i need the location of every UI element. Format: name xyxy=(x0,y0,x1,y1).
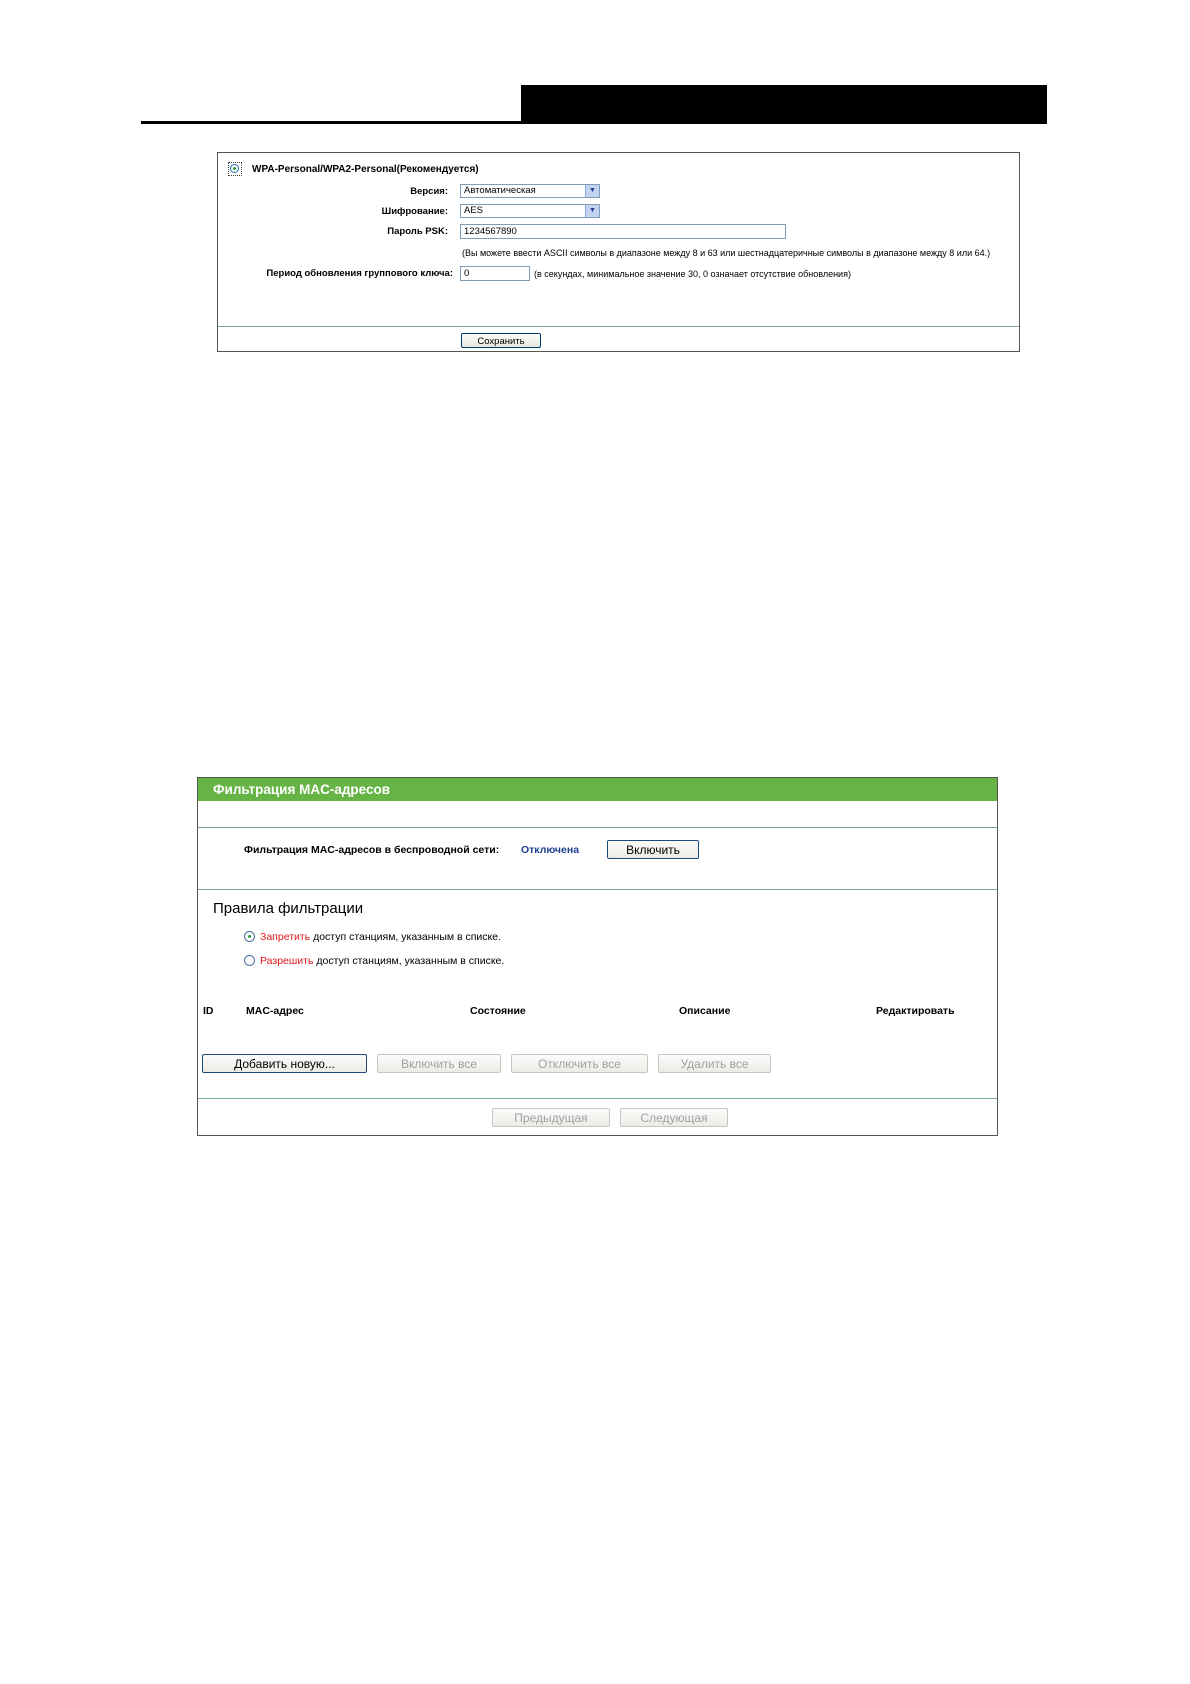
psk-input[interactable]: 1234567890 xyxy=(460,224,786,239)
filter-status-label: Фильтрация MAC-адресов в беспроводной сети: xyxy=(244,844,500,856)
psk-label: Пароль PSK: xyxy=(387,226,448,237)
group-key-input[interactable]: 0 xyxy=(460,266,530,281)
panel-divider xyxy=(218,326,1019,327)
chevron-down-icon[interactable]: ▼ xyxy=(585,185,599,197)
encryption-select[interactable] xyxy=(460,204,600,218)
save-button[interactable]: Сохранить xyxy=(461,333,541,348)
column-header-edit: Редактировать xyxy=(876,1005,955,1017)
radio-selected-icon[interactable] xyxy=(244,931,255,942)
wpa-personal-radio[interactable] xyxy=(228,162,242,176)
version-value: Автоматическая xyxy=(464,185,536,196)
enable-filter-button[interactable]: Включить xyxy=(607,840,699,859)
column-header-description: Описание xyxy=(679,1005,731,1017)
panel-divider xyxy=(198,827,997,828)
mac-filter-panel xyxy=(197,777,998,1136)
previous-page-button[interactable]: Предыдущая xyxy=(492,1108,610,1127)
next-page-button[interactable]: Следующая xyxy=(620,1108,728,1127)
chevron-down-icon[interactable]: ▼ xyxy=(585,205,599,217)
rule-allow-text: доступ станциям, указанным в списке. xyxy=(313,955,505,967)
encryption-label: Шифрование: xyxy=(381,206,448,217)
psk-hint: (Вы можете ввести ASCII символы в диапазоне между 8 и 63 или шестнадцатеричные символы в диапазоне между 8 или 64.) xyxy=(462,248,991,258)
panel-divider xyxy=(198,1098,997,1099)
add-new-button[interactable]: Добавить новую... xyxy=(202,1054,367,1073)
version-label: Версия: xyxy=(410,186,448,197)
radio-selected-icon xyxy=(230,164,239,173)
column-header-mac: MAC-адрес xyxy=(246,1005,304,1017)
group-key-label: Период обновления группового ключа: xyxy=(266,268,453,279)
wpa-settings-panel xyxy=(217,152,1020,352)
column-header-status: Состояние xyxy=(470,1005,526,1017)
disable-all-button[interactable]: Отключить все xyxy=(511,1054,648,1073)
delete-all-button[interactable]: Удалить все xyxy=(658,1054,771,1073)
page-header-rule xyxy=(141,121,1047,124)
panel-divider xyxy=(198,889,997,890)
column-header-id: ID xyxy=(203,1005,214,1017)
enable-all-button[interactable]: Включить все xyxy=(377,1054,501,1073)
rules-title: Правила фильтрации xyxy=(213,900,364,917)
wpa-mode-label: WPA-Personal/WPA2-Personal(Рекомендуется) xyxy=(252,164,479,175)
rule-deny-option[interactable] xyxy=(244,931,501,943)
rule-deny-text: доступ станциям, указанным в списке. xyxy=(310,931,502,943)
rule-deny-keyword: Запретить xyxy=(260,931,311,943)
version-select[interactable] xyxy=(460,184,600,198)
group-key-hint: (в секундах, минимальное значение 30, 0 означает отсутствие обновления) xyxy=(534,269,851,279)
radio-unselected-icon[interactable] xyxy=(244,955,255,966)
panel-title: Фильтрация MAC-адресов xyxy=(213,782,391,797)
rule-allow-option[interactable] xyxy=(244,955,504,967)
panel-header xyxy=(198,778,997,801)
encryption-value: AES xyxy=(464,205,484,216)
filter-status-value: Отключена xyxy=(521,844,580,856)
page-header-block xyxy=(521,85,1047,124)
rule-allow-keyword: Разрешить xyxy=(260,955,314,967)
